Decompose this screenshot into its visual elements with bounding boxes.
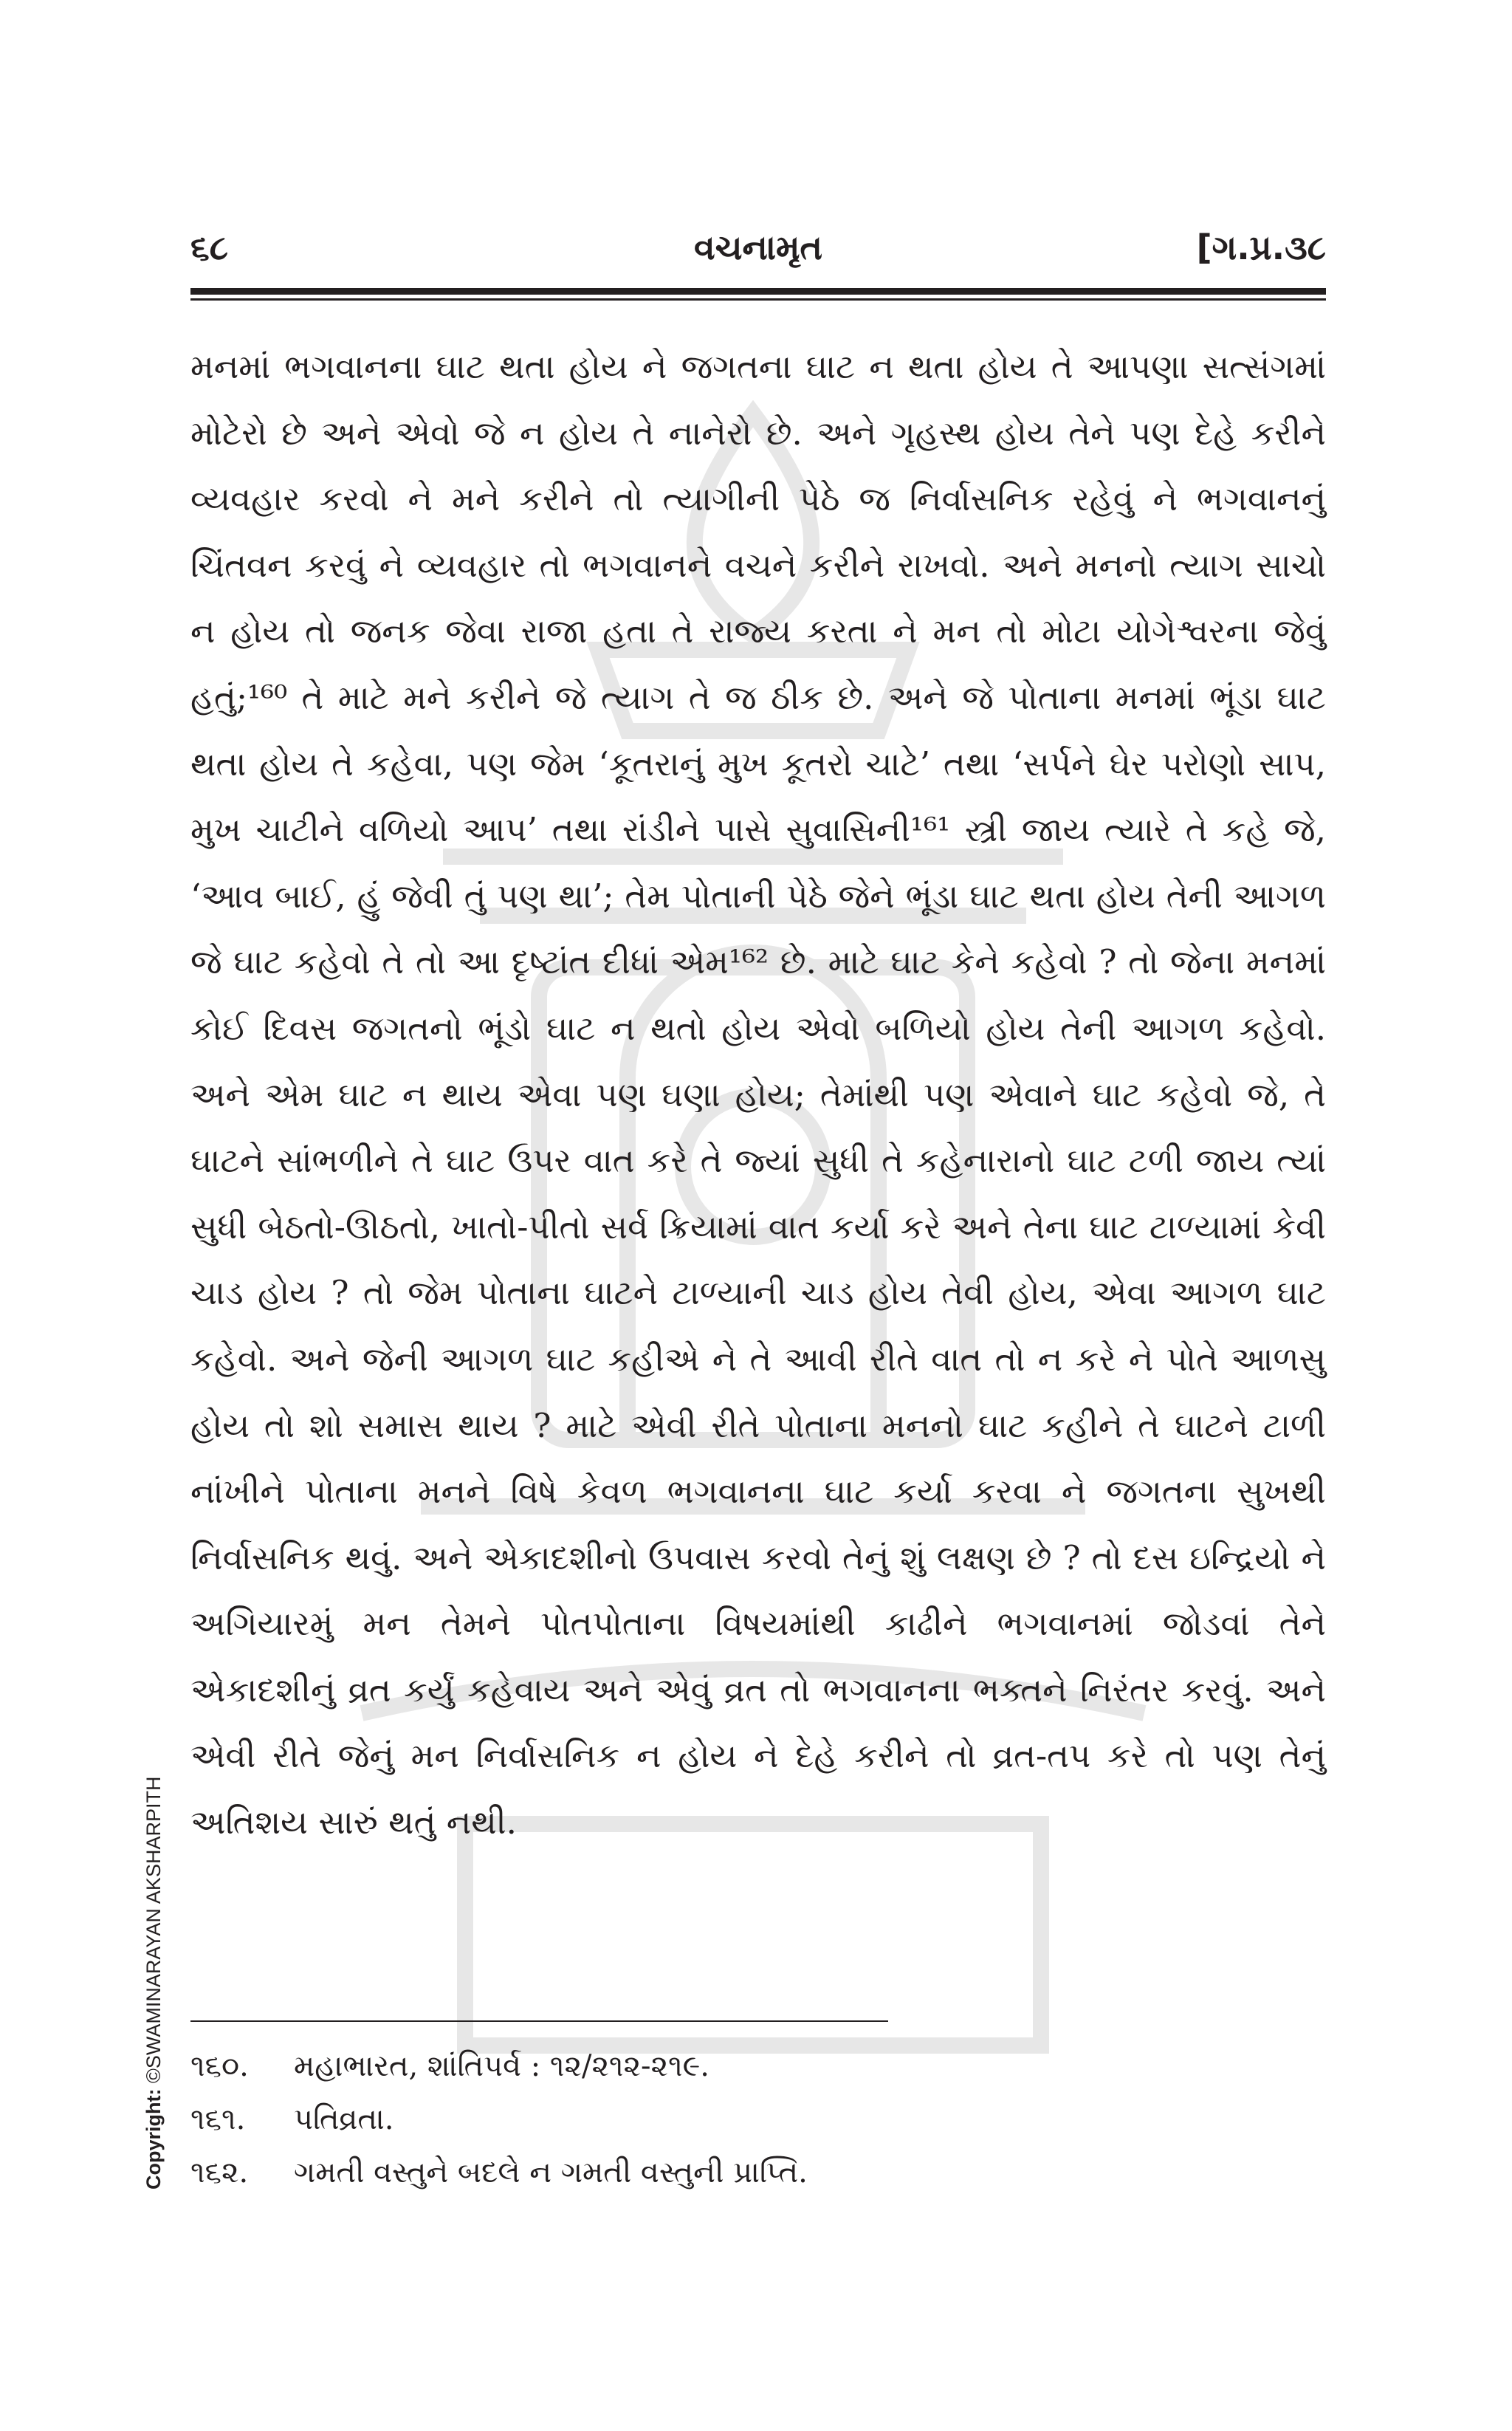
footnote-text: પતિવ્રતા.	[294, 2102, 394, 2136]
page-header	[190, 222, 1326, 273]
body-paragraph: મનમાં ભગવાનના ઘાટ થતા હોય ને જગતના ઘાટ ન થતા હોય તે આપણા સત્સંગમાં મોટેરો છે અને એવો જે ન હોય તે નાનેરો છે. અને ગૃહસ્થ હોય તેને પણ દેહે કરીને વ્યવહાર કરવો ને મને કરીને તો ત્યાગીની પેઠે જ નિર્વાસનિક રહેવું ને ભગવાનનું ચિંતવન કરવું ને વ્યવહાર તો ભગવાનને વચને કરીને રાખવો. અને મનનો ત્યાગ સાચો ન હોય તો જનક જેવા રાજા હતા તે રાજ્ય કરતા ને મન તો મોટા યોગેશ્વરના જેવું હતું;¹⁶⁰ તે માટે મને કરીને જે ત્યાગ તે જ ઠીક છે. અને જે પોતાના મનમાં ભૂંડા ઘાટ થતા હોય તે કહેવા, પણ જેમ ‘કૂતરાનું મુખ કૂતરો ચાટે’ તથા ‘સર્પને ઘેર પરોણો સાપ, મુખ ચાટીને વળિયો આપ’ તથા રાંડીને પાસે સુવાસિની¹⁶¹ સ્ત્રી જાય ત્યારે તે કહે જે, ‘આવ બાઈ, હું જેવી તું પણ થા’; તેમ પોતાની પેઠે જેને ભૂંડા ઘાટ થતા હોય તેની આગળ જે ઘાટ કહેવો તે તો આ દૃષ્ટાંત દીધાં એમ¹⁶² છે. માટે ઘાટ કેને કહેવો ? તો જેના મનમાં કોઈ દિવસ જગતનો ભૂંડો ઘાટ ન થતો હોય એવો બળિયો હોય તેની આગળ કહેવો. અને એમ ઘાટ ન થાય એવા પણ ઘણા હોય; તેમાંથી પણ એવાને ઘાટ કહેવો જે, તે ઘાટને સાંભળીને તે ઘાટ ઉપર વાત કરે તે જ્યાં સુધી તે કહેનારાનો ઘાટ ટળી જાય ત્યાં સુધી બેઠતો-ઊઠતો, ખાતો-પીતો સર્વ ક્રિયામાં વાત કર્યા કરે અને તેના ઘાટ ટાળ્યામાં કેવી ચાડ હોય ? તો જેમ પોતાના ઘાટને ટાળ્યાની ચાડ હોય તેવી હોય, એવા આગળ ઘાટ કહેવો. અને જેની આગળ ઘાટ કહીએ ને તે આવી રીતે વાત તો ન કરે ને પોતે આળસુ હોય તો શો સમાસ થાય ? માટે એવી રીતે પોતાના મનનો ઘાટ કહીને તે ઘાટને ટાળી નાંખીને પોતાના મનને વિષે કેવળ ભગવાનના ઘાટ કર્યા કરવા ને જગતના સુખથી નિર્વાસનિક થવું. અને એકાદશીનો ઉપવાસ કરવો તેનું શું લક્ષણ છે ? તો દસ ઇન્દ્રિયો ને અગિયારમું મન તેમને પોતપોતાના વિષયમાંથી કાઢીને ભગવાનમાં જોડવાં તેને એકાદશીનું વ્રત કર્યું કહેવાય અને એવું વ્રત તો ભગવાનના ભક્તને નિરંતર કરવું. અને એવી રીતે જેનું મન નિર્વાસનિક ન હોય ને દેહે કરીને તો વ્રત-તપ કરે તો પણ તેનું અતિશય સારું થતું નથી.	[190, 347, 1326, 1842]
header-rule-thick	[190, 288, 1326, 295]
header-rule-thin	[190, 298, 1326, 301]
footnote-160	[190, 2040, 1326, 2093]
footnote-divider	[190, 2020, 888, 2022]
page-number: ૬૮	[190, 227, 229, 267]
footnote-text: મહાભારત, શાંતિપર્વ : ૧૨/૨૧૨-૨૧૯.	[294, 2049, 710, 2083]
footnote-number: ૧૬૦.	[190, 2049, 249, 2083]
footnote-161	[190, 2093, 1326, 2146]
footnote-text: ગમતી વસ્તુને બદલે ન ગમતી વસ્તુની પ્રાપ્તિ.	[294, 2156, 808, 2190]
footnotes	[190, 2040, 1326, 2199]
footnote-number: ૧૬૧.	[190, 2102, 246, 2136]
footnote-162	[190, 2146, 1326, 2199]
copyright-notice	[142, 1777, 165, 2190]
copyright-holder: ©SWAMINARAYAN AKSHARPITH	[142, 1776, 165, 2083]
running-title: વચનામૃત	[694, 227, 822, 267]
copyright-label: Copyright:	[142, 2088, 165, 2190]
footnote-number: ૧૬૨.	[190, 2156, 249, 2190]
section-reference: [ગ.પ્ર.૩૮	[1196, 227, 1326, 267]
